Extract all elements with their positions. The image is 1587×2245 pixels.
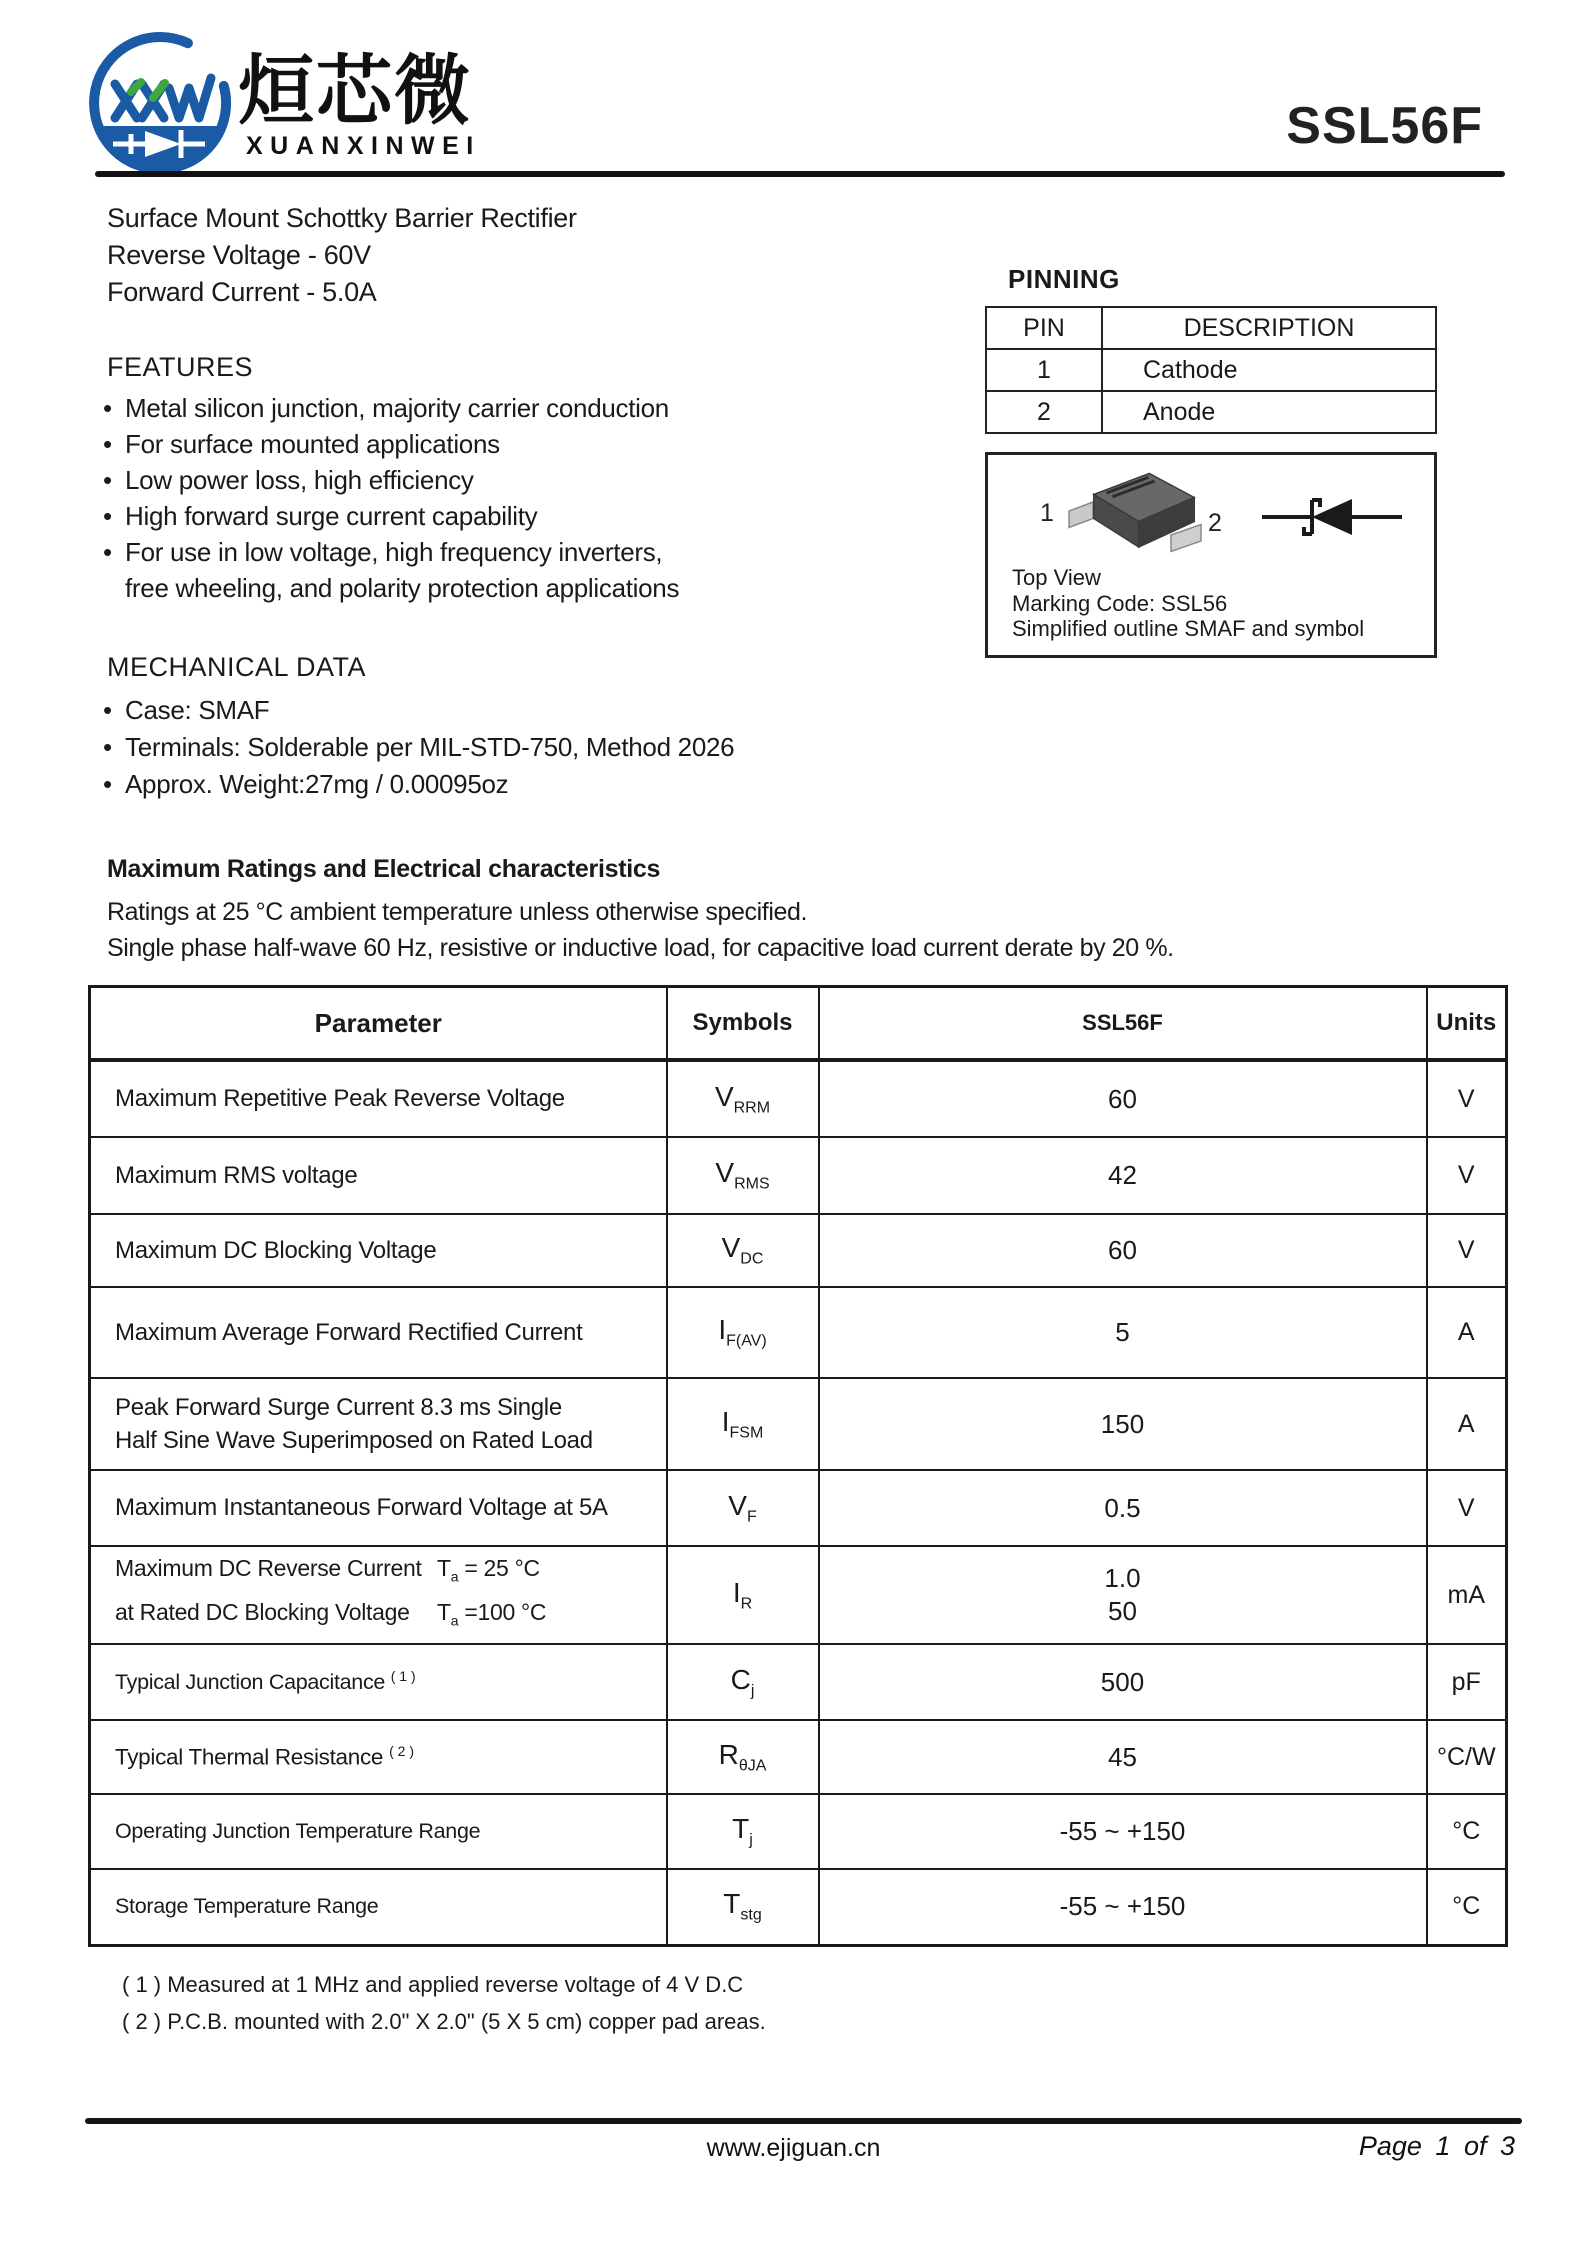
pin-description: Cathode — [1102, 349, 1436, 391]
unit-cell: A — [1427, 1287, 1507, 1378]
features-title: FEATURES — [107, 352, 254, 382]
part-number-title: SSL56F — [1286, 97, 1483, 155]
unit-cell: V — [1427, 1137, 1507, 1214]
package-pin2-label: 2 — [1208, 509, 1222, 537]
table-row — [90, 1378, 1507, 1470]
symbols-column-header: Symbols — [667, 987, 819, 1061]
pin-row — [986, 349, 1436, 391]
pin-table — [985, 306, 1437, 434]
unit-cell: V — [1427, 1060, 1507, 1137]
feature-item: • For surface mounted applications — [103, 426, 679, 462]
symbol-cell: $V_{RRM}$ — [667, 1060, 819, 1137]
header-divider — [95, 171, 1505, 177]
unit-cell: °C/W — [1427, 1720, 1507, 1794]
footnote-marker: ( 1 ) — [390, 1668, 416, 1685]
ratings-note-line: Single phase half-wave 60 Hz, resistive or inductive load, for capacitive load current derate by 20 %. — [107, 934, 1174, 962]
intro-line: Reverse Voltage - 60V — [107, 240, 371, 270]
parameter-cell: Peak Forward Surge Current 8.3 ms Single Half Sine Wave Superimposed on Rated Load — [90, 1378, 667, 1470]
bullet-icon: • — [103, 429, 112, 459]
table-row — [90, 1060, 1507, 1137]
symbol-cell: $R_{\theta JA}$ — [667, 1720, 819, 1794]
description-column-header: DESCRIPTION — [1102, 307, 1436, 349]
footnote-line: ( 1 ) Measured at 1 MHz and applied reverse voltage of 4 V D.C — [122, 1972, 744, 1997]
table-row — [90, 1214, 1507, 1287]
package-outline-box — [985, 452, 1437, 658]
symbol-cell: $C_j$ — [667, 1644, 819, 1720]
symbol-cell: $T_j$ — [667, 1794, 819, 1869]
parameter-cell: Maximum Instantaneous Forward Voltage at 5A — [90, 1470, 667, 1546]
bullet-icon: • — [103, 501, 112, 531]
table-row — [90, 1546, 1507, 1644]
units-column-header: Units — [1427, 987, 1507, 1061]
bullet-icon: • — [103, 769, 112, 799]
footer-divider — [85, 2118, 1522, 2124]
value-cell: -55 ~ +150 — [819, 1869, 1427, 1945]
brand-name-cjk: 烜芯微 — [238, 49, 472, 134]
unit-cell: mA — [1427, 1546, 1507, 1644]
unit-cell: °C — [1427, 1794, 1507, 1869]
brand-name-latin: XUANXINWEI — [246, 132, 481, 160]
parameter-cell: Typical Junction Capacitance $^{( 1 )}$ — [90, 1644, 667, 1720]
ratings-note-line: Ratings at 25 °C ambient temperature unless otherwise specified. — [107, 898, 808, 926]
ratings-notes — [107, 894, 1174, 966]
value-cell: 60 — [819, 1060, 1427, 1137]
feature-item: • Metal silicon junction, majority carrier conduction — [103, 390, 679, 426]
symbol-cell: $V_F$ — [667, 1470, 819, 1546]
parameter-cell: Maximum Average Forward Rectified Current — [90, 1287, 667, 1378]
condition: $T_a =100$ °C — [437, 1599, 547, 1629]
value-cell: 42 — [819, 1137, 1427, 1214]
pin-number: 1 — [986, 349, 1102, 391]
pin-column-header: PIN — [986, 307, 1102, 349]
value-cell: 45 — [819, 1720, 1427, 1794]
parameter-cell: Maximum DC Reverse Current $T_a = 25$ °C at Rated DC Blocking Voltage $T_a =100$ °C — [90, 1546, 667, 1644]
bullet-icon: • — [103, 465, 112, 495]
symbol-cell: $T_{stg}$ — [667, 1869, 819, 1945]
company-logo-icon — [85, 28, 235, 178]
parameter-cell: Maximum Repetitive Peak Reverse Voltage — [90, 1060, 667, 1137]
value-cell: 5 — [819, 1287, 1427, 1378]
feature-item: • For use in low voltage, high frequency inverters, — [103, 534, 679, 570]
parameter-cell: Typical Thermal Resistance $^{( 2 )}$ — [90, 1720, 667, 1794]
feature-item-continuation: free wheeling, and polarity protection applications — [125, 573, 680, 603]
pin-description: Anode — [1102, 391, 1436, 433]
parameter-cell: Maximum DC Blocking Voltage — [90, 1214, 667, 1287]
ratings-table — [88, 985, 1508, 1947]
table-row — [90, 1794, 1507, 1869]
footnote-line: ( 2 ) P.C.B. mounted with 2.0" X 2.0" (5 X 5 cm) copper pad areas. — [122, 2009, 766, 2034]
table-row — [90, 1470, 1507, 1546]
unit-cell: A — [1427, 1378, 1507, 1470]
footer-site-link[interactable]: www.ejiguan.cn — [706, 2134, 881, 2162]
symbol-cell: $V_{RMS}$ — [667, 1137, 819, 1214]
bullet-icon: • — [103, 695, 112, 725]
pin-number: 2 — [986, 391, 1102, 433]
intro-line: Surface Mount Schottky Barrier Rectifier — [107, 203, 577, 233]
value-cell: 1.0 50 — [819, 1546, 1427, 1644]
condition: $T_a = 25$ °C — [437, 1555, 540, 1585]
schottky-diode-symbol-icon — [1260, 491, 1405, 543]
mechanical-item: • Terminals: Solderable per MIL-STD-750, Method 2026 — [103, 729, 734, 766]
unit-cell: pF — [1427, 1644, 1507, 1720]
package-caption-line: Marking Code: SSL56 — [1012, 590, 1228, 616]
package-pin1-label: 1 — [1040, 499, 1054, 527]
ratings-section-title: Maximum Ratings and Electrical characteristics — [107, 855, 661, 883]
footnote-marker: ( 2 ) — [389, 1743, 414, 1760]
value-cell: -55 ~ +150 — [819, 1794, 1427, 1869]
value-cell: 60 — [819, 1214, 1427, 1287]
parameter-column-header: Parameter — [90, 987, 667, 1061]
unit-cell: °C — [1427, 1869, 1507, 1945]
symbol-cell: $V_{DC}$ — [667, 1214, 819, 1287]
mechanical-item: • Approx. Weight:27mg / 0.00095oz — [103, 766, 734, 803]
features-list — [103, 390, 679, 606]
value-cell: 0.5 — [819, 1470, 1427, 1546]
bullet-icon: • — [103, 537, 112, 567]
bullet-icon: • — [103, 732, 112, 762]
package-caption-line: Top View — [1012, 565, 1101, 590]
mechanical-data-title: MECHANICAL DATA — [107, 652, 367, 682]
parameter-cell: Maximum RMS voltage — [90, 1137, 667, 1214]
bullet-icon: • — [103, 393, 112, 423]
value-cell: 150 — [819, 1378, 1427, 1470]
feature-item: • High forward surge current capability — [103, 498, 679, 534]
table-row — [90, 1137, 1507, 1214]
symbol-cell: $I_{F(AV)}$ — [667, 1287, 819, 1378]
table-footnotes — [122, 1966, 766, 2040]
mechanical-data-list — [103, 692, 734, 803]
pinning-title: PINNING — [1008, 264, 1120, 294]
parameter-cell: Storage Temperature Range — [90, 1869, 667, 1945]
symbol-cell: $I_R$ — [667, 1546, 819, 1644]
pin-table-header-row — [986, 307, 1436, 349]
mechanical-item: • Case: SMAF — [103, 692, 734, 729]
parameter-cell: Operating Junction Temperature Range — [90, 1794, 667, 1869]
table-row — [90, 1287, 1507, 1378]
intro-line: Forward Current - 5.0A — [107, 277, 377, 307]
device-column-header: SSL56F — [819, 987, 1427, 1061]
package-captions — [1012, 565, 1364, 642]
intro-block — [107, 200, 577, 311]
table-row — [90, 1720, 1507, 1794]
package-caption-line: Simplified outline SMAF and symbol — [1012, 616, 1365, 641]
footer-page-number: Page 1 of 3 — [1358, 2131, 1515, 2161]
pin-row — [986, 391, 1436, 433]
value-cell: 500 — [819, 1644, 1427, 1720]
unit-cell: V — [1427, 1214, 1507, 1287]
symbol-cell: $I_{FSM}$ — [667, 1378, 819, 1470]
unit-cell: V — [1427, 1470, 1507, 1546]
smaf-package-3d-icon — [1060, 463, 1210, 565]
ratings-table-header-row — [90, 987, 1507, 1061]
table-row — [90, 1644, 1507, 1720]
table-row — [90, 1869, 1507, 1945]
feature-item: • Low power loss, high efficiency — [103, 462, 679, 498]
